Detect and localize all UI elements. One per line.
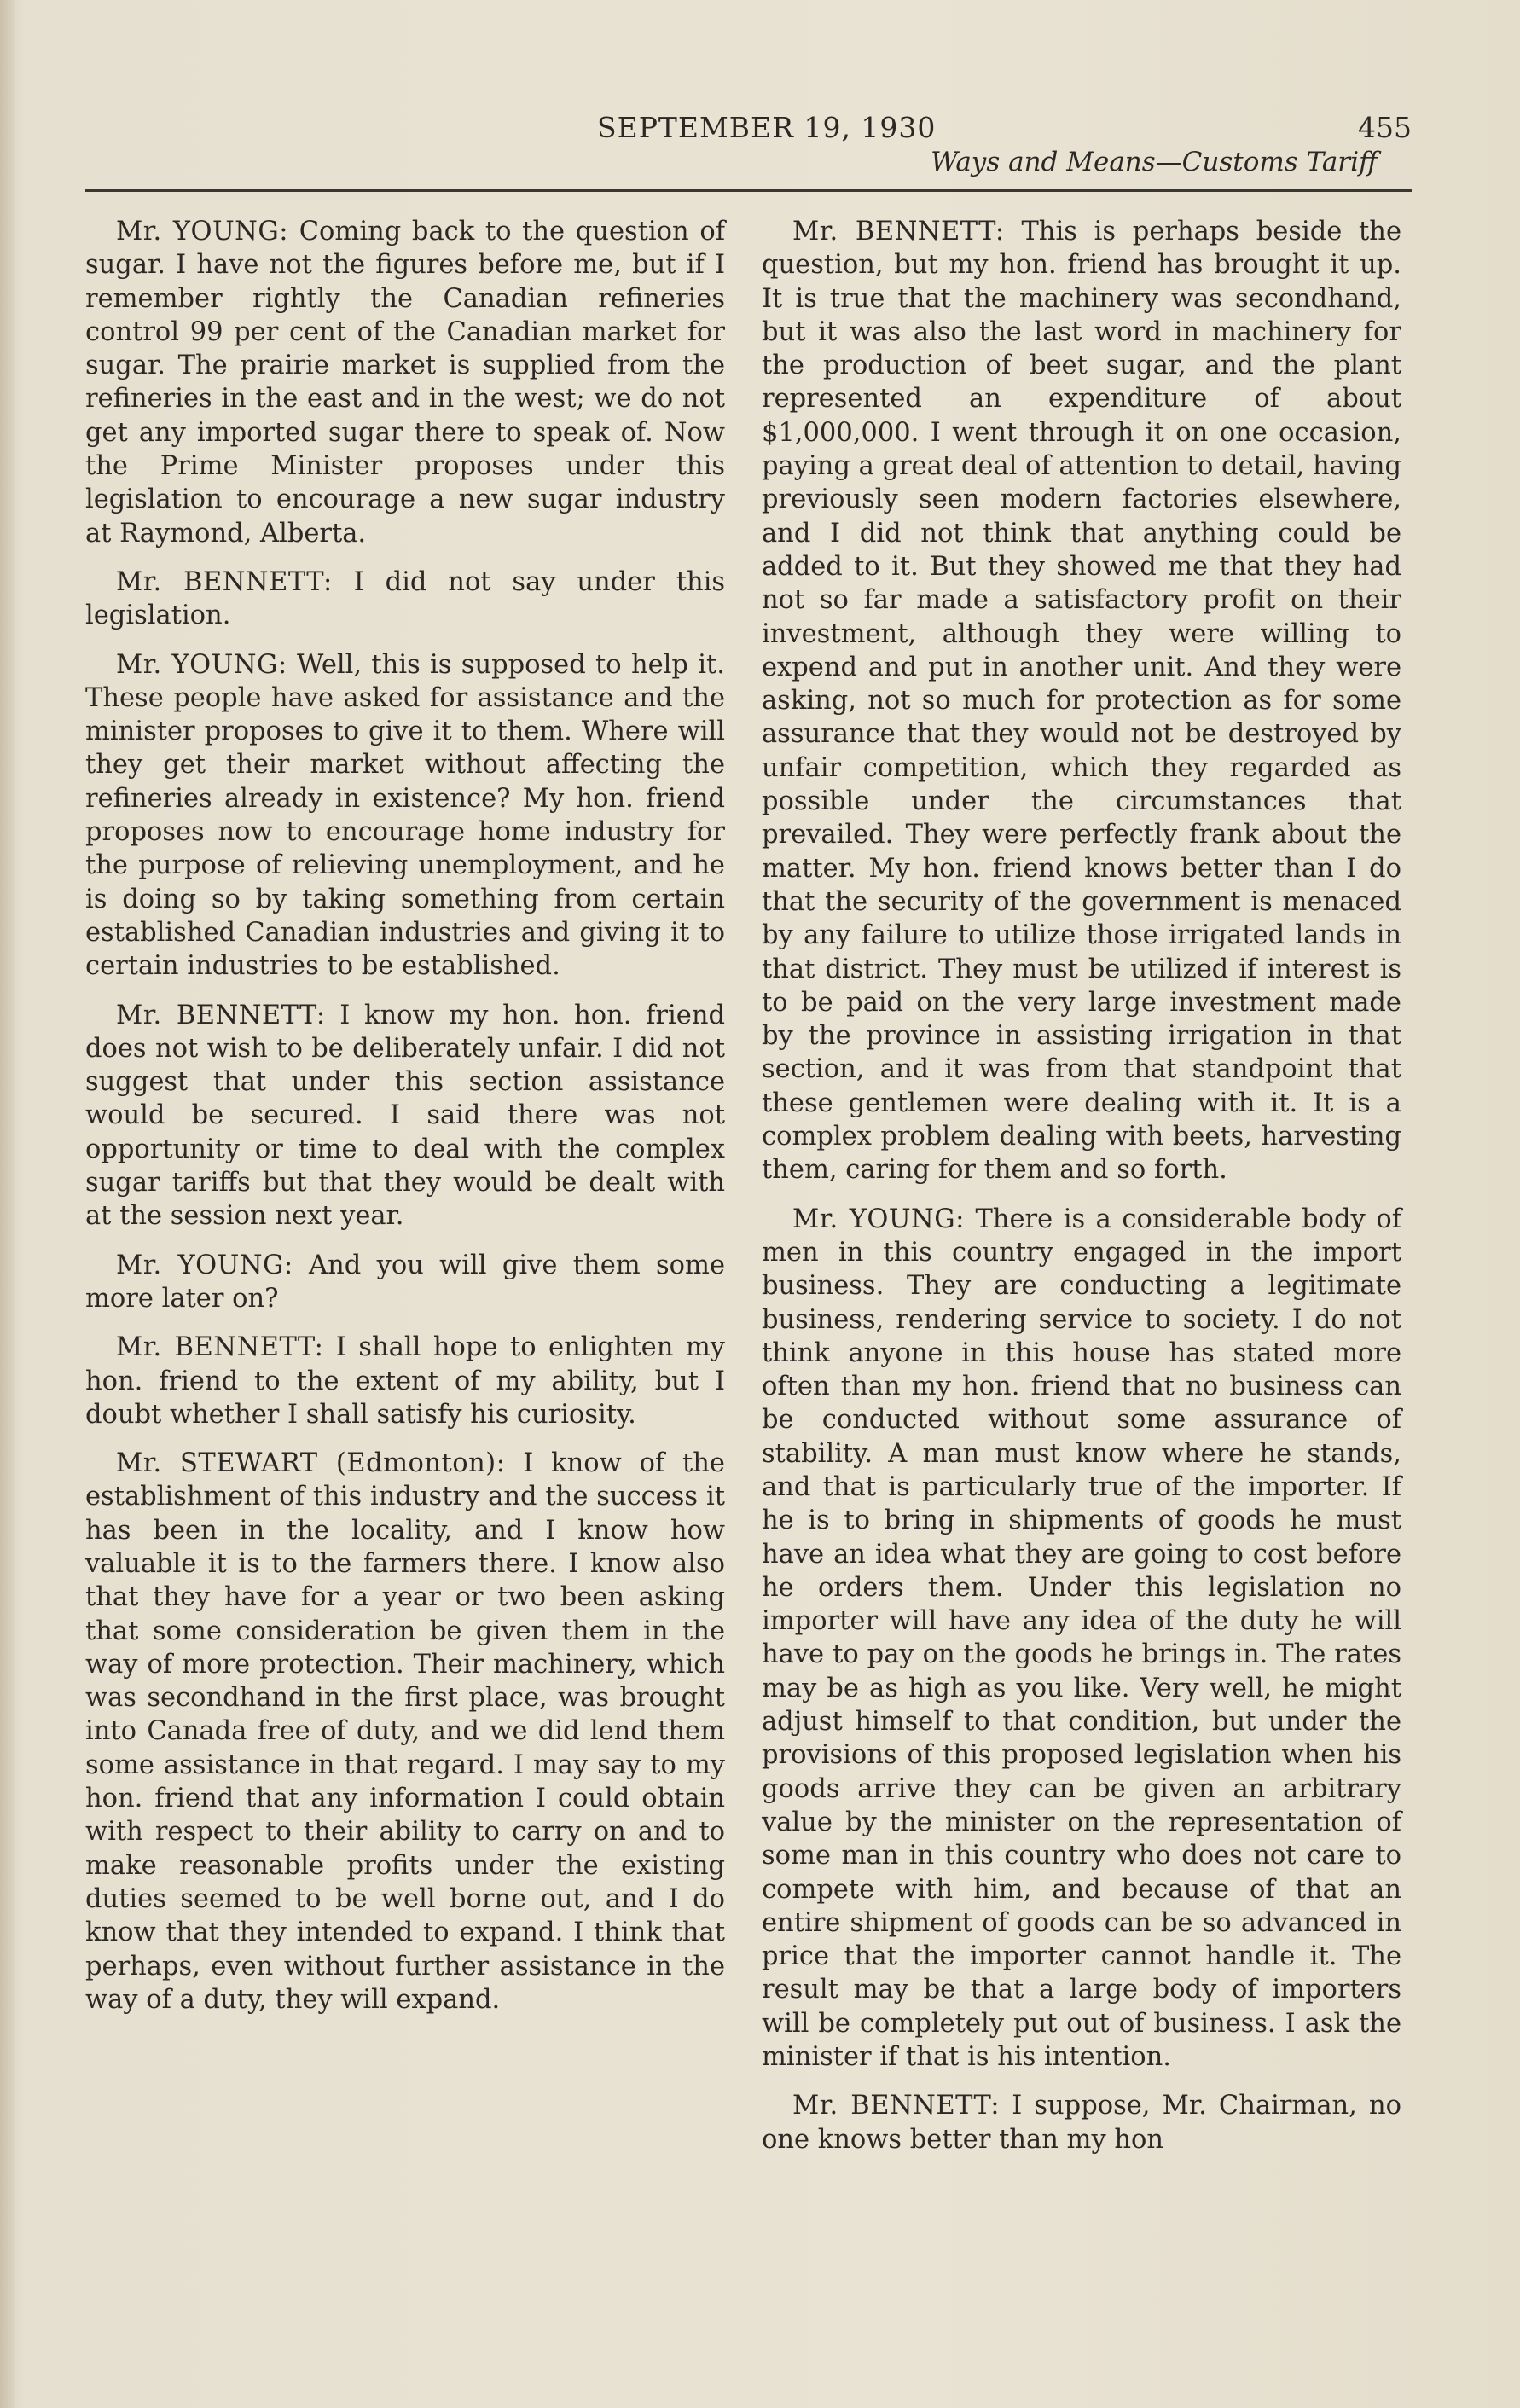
speech-paragraph — [85, 648, 725, 984]
speech-paragraph — [762, 2089, 1401, 2156]
speech-text: I know my hon. hon. friend does not wish to be deliberately unfair. I did not suggest that under this section assistance would be secured. I said there was not opportunity or time to deal with the complex sugar tariffs but that they would be dealt with at the session next year. — [85, 1000, 725, 1232]
speaker-name: Mr. BENNETT: — [116, 1332, 324, 1363]
left-column — [85, 215, 725, 2032]
speech-paragraph — [85, 1331, 725, 1431]
running-header — [85, 111, 1412, 196]
right-column — [762, 215, 1401, 2172]
speech-text: Well, this is supposed to help it. These people have asked for assistance and the minister proposes to give it to them. Where will they get their market without affecting the refineries already in existence? My hon. friend proposes now to encourage home industry for the purpose of relieving unemployment, and he is doing so by taking something from certain established Canadian industries and giving it to certain industries to be established. — [85, 649, 725, 982]
speech-paragraph — [85, 566, 725, 633]
section-title: Ways and Means—Customs Tariff — [931, 147, 1378, 177]
speaker-name: Mr. BENNETT: — [116, 566, 333, 597]
speech-paragraph — [85, 1447, 725, 2016]
speech-paragraph — [762, 215, 1401, 1187]
speaker-name: Mr. YOUNG: — [116, 649, 287, 680]
speaker-name: Mr. STEWART (Edmonton): — [116, 1448, 506, 1479]
page-number: 455 — [1358, 111, 1412, 144]
speaker-name: Mr. BENNETT: — [792, 217, 1005, 247]
speech-text: I suppose, Mr. Chairman, no one knows better than my hon — [762, 2091, 1401, 2155]
header-rule — [85, 189, 1412, 192]
header-date: SEPTEMBER 19, 1930 — [597, 111, 937, 144]
speech-paragraph — [85, 1249, 725, 1316]
speech-text: There is a considerable body of men in this country engaged in the import business. They are conducting a legitimate business, rendering service to society. I do not think anyone in this house has stated more often than my hon. friend that no business can be conducted without some assurance of stability. A man must know where he stands, and that is particularly true of the importer. If he is to bring in shipments of goods he must have an idea what they are going to cost before he orders them. Under this legislation no importer will have any idea of the duty he will have to pay on the goods he brings in. The rates may be as high as you like. Very well, he might adjust himself to that condition, but under the provisions of this proposed legislation when his goods arrive they can be given an arbitrary value by the minister on the representation of some man in this country who does not care to compete with him, and because of that an entire shipment of goods can be so advanced in price that the importer cannot handle it. The result may be that a large body of importers will be completely put out of business. I ask the minister if that is his intention. — [762, 1204, 1401, 2073]
book-spine-shadow — [0, 0, 15, 2408]
speech-paragraph — [85, 215, 725, 550]
speaker-name: Mr. YOUNG: — [792, 1204, 965, 1234]
speech-paragraph — [85, 999, 725, 1233]
speech-text: Coming back to the question of sugar. I have not the figures before me, but if I remember rightly the Canadian refineries control 99 per cent of the Canadian market for sugar. The prairie market is supplied from the refineries in the east and in the west; we do not get any imported sugar there to speak of. Now the Prime Minister proposes under this legislation to encourage a new sugar industry at Raymond, Alberta. — [85, 217, 725, 548]
speech-text: I did not say under this legislation. — [85, 566, 726, 631]
speaker-name: Mr. YOUNG: — [116, 217, 289, 247]
speech-text: This is perhaps beside the question, but my hon. friend has brought it up. It is true that the machinery was secondhand, but it was also the last word in machinery for the production of beet sugar, and the plant represented an expenditure of about $1,000,000. I went through it on one occasion, paying a great deal of attention to detail, having previously seen modern factories elsewhere, and I did not think that anything could be added to it. But they showed me that they had not so far made a satisfactory profit on their investment, although they were willing to expend and put in another unit. And they were asking, not so much for protection as for some assurance that they would not be destroyed by unfair competition, which they regarded as possible under the circumstances that prevailed. They were perfectly frank about the matter. My hon. friend knows better than I do that the security of the government is menaced by any failure to utilize those irrigated lands in that district. They must be utilized if interest is to be paid on the very large investment made by the province in assisting irrigation in that section, and it was from that standpoint that these gentlemen were dealing with it. It is a complex problem dealing with beets, harvesting them, caring for them and so forth. — [762, 217, 1402, 1186]
speech-paragraph — [762, 1203, 1401, 2074]
speech-text: And you will give them some more later on? — [85, 1250, 725, 1314]
speaker-name: Mr. YOUNG: — [116, 1250, 293, 1280]
speech-text: I know of the establishment of this industry and the success it has been in the locality, and I know how valuable it is to the farmers there. I know also that they have for a year or two been asking that some consideration be given them in the way of more protection. Their machinery, which was secondhand in the first place, was brought into Canada free of duty, and we did lend them some assistance in that regard. I may say to my hon. friend that any information I could obtain with respect to their ability to carry on and to make reasonable profits under the existing duties seemed to be well borne out, and I do know that they intended to expand. I think that perhaps, even without further assistance in the way of a duty, they will expand. — [85, 1448, 725, 2015]
speaker-name: Mr. BENNETT: — [116, 1000, 326, 1030]
speech-text: I shall hope to enlighten my hon. friend to the extent of my ability, but I doubt whether I shall satisfy his curiosity. — [85, 1332, 726, 1430]
speaker-name: Mr. BENNETT: — [792, 2091, 1001, 2121]
